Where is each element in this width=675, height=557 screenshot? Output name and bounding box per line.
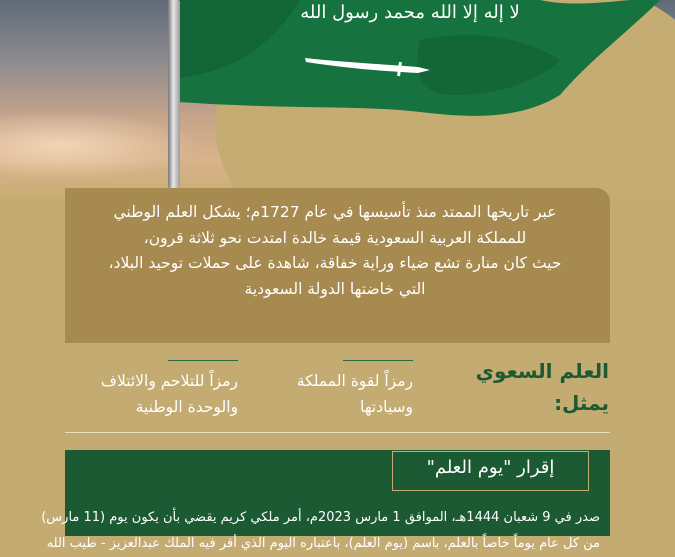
section-divider [65, 432, 610, 433]
represents-item-unity: رمزاً للتلاحم والائتلاف والوحدة الوطنية [100, 372, 238, 416]
item-top-line [168, 360, 238, 361]
intro-line: حيث كان منارة تشع ضياء وراية خفاقة، شاهدة على حملات توحيد البلاد، [108, 254, 562, 272]
flag-day-body: صدر في 9 شعبان 1444هـ، الموافق 1 مارس 2023م، أمر ملكي كريم يقضي بأن يكون يوم (11 مارس) من كل عام يوماً خاصاً بالعلم، باسم (يوم العلم)، باعتباره اليوم الذي أقر فيه الملك عبدالعزيز - طيب الله [41, 510, 600, 551]
item-top-line [343, 360, 413, 361]
flag-day-heading: إقرار "يوم العلم" [426, 457, 555, 478]
represents-title: العلم السعوي يمثل: [475, 359, 609, 415]
intro-line: عبر تاريخها الممتد منذ تأسيسها في عام 1727م؛ يشكل العلم الوطني [113, 203, 557, 221]
flag-inscription: لا إله إلا الله محمد رسول الله [300, 2, 520, 23]
intro-line: التي خاضتها الدولة السعودية [244, 279, 426, 298]
represents-item-strength: رمزاً لقوة المملكة وسيادتها [296, 372, 413, 416]
intro-line: للمملكة العربية السعودية قيمة خالدة امتدت نحو ثلاثة قرون، [143, 228, 527, 247]
intro-text [75, 200, 595, 302]
saudi-flag-icon [0, 0, 675, 200]
flag-pole [168, 0, 180, 188]
